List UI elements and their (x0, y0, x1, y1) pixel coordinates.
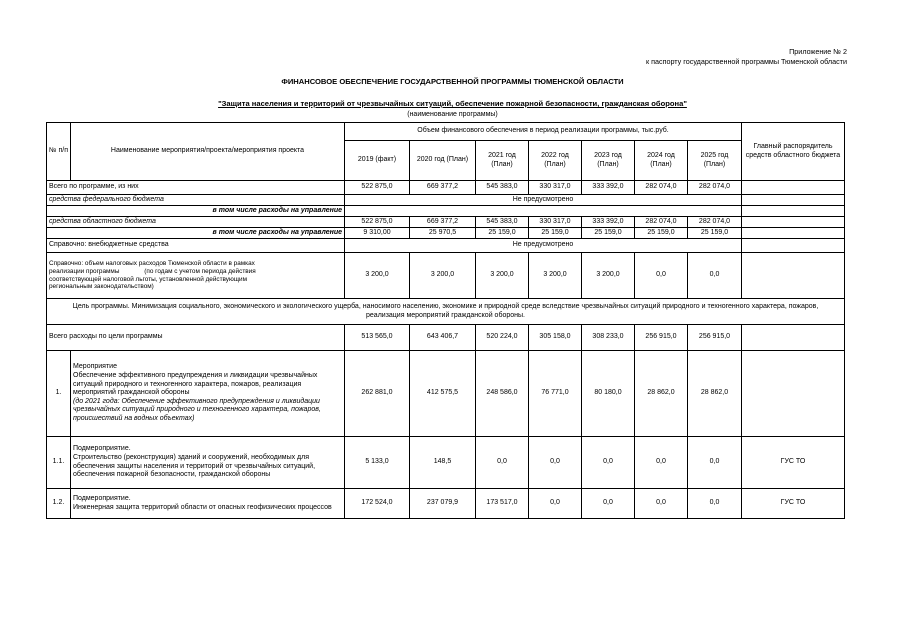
manager-cell (742, 253, 845, 299)
total-row (47, 181, 845, 195)
tax-label-line: Справочно: объем налоговых расходов Тюменской области в рамках (49, 260, 255, 268)
regional-row (47, 217, 845, 228)
value-cell: 0,0 (529, 489, 582, 519)
value-cell: 282 074,0 (688, 217, 742, 228)
value-cell: 3 200,0 (582, 253, 635, 299)
value-cell: 305 158,0 (529, 325, 582, 351)
value-cell: 172 524,0 (345, 489, 410, 519)
value-cell: 0,0 (582, 489, 635, 519)
federal-row (47, 195, 845, 206)
value-cell: 522 875,0 (345, 181, 410, 195)
tax-row (47, 253, 845, 299)
value-cell: 0,0 (688, 437, 742, 489)
subactivity-row (47, 489, 845, 519)
value-cell: 262 881,0 (345, 351, 410, 437)
value-cell: 0,0 (635, 489, 688, 519)
federal-mgmt-label: в том числе расходы на управление (47, 206, 345, 217)
value-cell: 256 915,0 (635, 325, 688, 351)
appendix-line-2: к паспорту государственной программы Тюменской области (645, 57, 847, 66)
value-cell: 513 565,0 (345, 325, 410, 351)
program-name (0, 99, 905, 108)
value-cell: 3 200,0 (410, 253, 476, 299)
appendix-note (646, 47, 847, 67)
activity-type: Мероприятие (73, 363, 117, 371)
value-cell: 0,0 (688, 253, 742, 299)
value-cell: 0,0 (529, 437, 582, 489)
activity-row (47, 351, 845, 437)
value-cell: 5 133,0 (345, 437, 410, 489)
value-cell: 669 377,2 (410, 181, 476, 195)
goal-text: Цель программы. Минимизация социального, экономического и экологического ущерба, наносимого населению, экономике и природной среде вследствие чрезвычайных ситуаций природного и техногенного характера, пожаров, реализация мероприятий гражданской обороны. (47, 299, 845, 325)
value-cell: 9 310,00 (345, 228, 410, 239)
value-cell: 330 317,0 (529, 217, 582, 228)
value-cell: 308 233,0 (582, 325, 635, 351)
value-cell: 80 180,0 (582, 351, 635, 437)
year-header: 2020 год (План) (410, 141, 476, 181)
value-cell: 25 970,5 (410, 228, 476, 239)
regional-mgmt-label: в том числе расходы на управление (47, 228, 345, 239)
value-cell: 412 575,5 (410, 351, 476, 437)
tax-label (47, 253, 345, 299)
subactivity-row (47, 437, 845, 489)
activity-title: Инженерная защита территорий области от опасных геофизических процессов (73, 503, 332, 511)
activity-title: Обеспечение эффективного предупреждения и ликвидации чрезвычайных ситуаций природного и техногенного характера, пожаров, реализация мероприятий гражданской обороны (73, 372, 318, 397)
value-cell: 3 200,0 (529, 253, 582, 299)
value-cell: 76 771,0 (529, 351, 582, 437)
manager-cell (742, 217, 845, 228)
year-header: 2022 год (План) (529, 141, 582, 181)
program-name-text: "Защита населения и территорий от чрезвычайных ситуаций, обеспечение пожарной безопасности, гражданская оборона" (218, 99, 687, 108)
col-num-header: № п/п (47, 123, 71, 181)
value-cell: 0,0 (688, 489, 742, 519)
value-cell: 282 074,0 (635, 181, 688, 195)
manager-cell: ГУС ТО (742, 437, 845, 489)
value-cell: 669 377,2 (410, 217, 476, 228)
value-cell: 282 074,0 (635, 217, 688, 228)
year-header: 2021 год (План) (476, 141, 529, 181)
value-cell: 0,0 (635, 253, 688, 299)
value-cell: 0,0 (582, 437, 635, 489)
regional-label: средства областного бюджета (47, 217, 345, 228)
manager-cell (742, 325, 845, 351)
federal-label: средства федерального бюджета (47, 195, 345, 206)
not-provided-cell: Не предусмотрено (345, 195, 742, 206)
appendix-line-1: Приложение № 2 (789, 47, 847, 56)
manager-cell (742, 239, 845, 253)
value-cell: 25 159,0 (476, 228, 529, 239)
activity-title: Строительство (реконструкция) зданий и сооружений, необходимых для обеспечения защиты населения и территорий от чрезвычайных ситуаций, обеспечения пожарной безопасности, гражданской обороны (73, 453, 316, 479)
value-cell: 520 224,0 (476, 325, 529, 351)
value-cell: 545 383,0 (476, 217, 529, 228)
value-cell: 282 074,0 (688, 181, 742, 195)
year-header: 2019 (факт) (345, 141, 410, 181)
finance-table (46, 122, 845, 519)
tax-label-line: соответствующей налоговой льготы, установленной действующим (49, 275, 248, 283)
manager-cell (742, 206, 845, 217)
row-number: 1.2. (47, 489, 71, 519)
offbudget-label: Справочно: внебюджетные средства (47, 239, 345, 253)
manager-cell: ГУС ТО (742, 489, 845, 519)
value-cell: 25 159,0 (635, 228, 688, 239)
year-header: 2025 год (План) (688, 141, 742, 181)
value-cell: 643 406,7 (410, 325, 476, 351)
year-header: 2024 год (План) (635, 141, 688, 181)
program-caption: (наименование программы) (407, 111, 498, 118)
row-number: 1. (47, 351, 71, 437)
header-row-1 (47, 123, 845, 141)
activity-name (71, 437, 345, 489)
activity-type: Подмероприятие. (73, 445, 131, 453)
value-cell: 25 159,0 (688, 228, 742, 239)
total-label: Всего по программе, из них (47, 181, 345, 195)
value-cell: 522 875,0 (345, 217, 410, 228)
activity-name (71, 489, 345, 519)
offbudget-row (47, 239, 845, 253)
value-cell: 3 200,0 (476, 253, 529, 299)
value-cell: 25 159,0 (582, 228, 635, 239)
tax-label-line: региональным законодательством) (49, 283, 154, 291)
document-title: ФИНАНСОВОЕ ОБЕСПЕЧЕНИЕ ГОСУДАРСТВЕННОЙ ПРОГРАММЫ ТЮМЕНСКОЙ ОБЛАСТИ (281, 77, 624, 86)
value-cell: 256 915,0 (688, 325, 742, 351)
value-cell: 25 159,0 (529, 228, 582, 239)
value-cell: 333 392,0 (582, 181, 635, 195)
goal-row (47, 299, 845, 325)
value-cell: 28 862,0 (688, 351, 742, 437)
col-manager-header: Главный распорядитель средств областного бюджета (742, 123, 845, 181)
empty-cell (345, 206, 742, 217)
manager-cell (742, 351, 845, 437)
goal-total-label: Всего расходы по цели программы (47, 325, 345, 351)
value-cell: 28 862,0 (635, 351, 688, 437)
manager-cell (742, 181, 845, 195)
not-provided-cell: Не предусмотрено (345, 239, 742, 253)
row-number: 1.1. (47, 437, 71, 489)
year-header: 2023 год (План) (582, 141, 635, 181)
col-name-header: Наименование мероприятия/проекта/мероприятия проекта (71, 123, 345, 181)
federal-mgmt-row (47, 206, 845, 217)
value-cell: 545 383,0 (476, 181, 529, 195)
col-volume-header: Объем финансового обеспечения в период реализации программы, тыс.руб. (345, 123, 742, 141)
activity-note: (до 2021 года: Обеспечение эффективного предупреждения и ликвидации чрезвычайных ситуаций природного и техногенного характера, пожаров, происшествий на водных объектах) (73, 397, 321, 422)
manager-cell (742, 228, 845, 239)
activity-name (71, 351, 345, 437)
value-cell: 237 079,9 (410, 489, 476, 519)
value-cell: 330 317,0 (529, 181, 582, 195)
value-cell: 333 392,0 (582, 217, 635, 228)
value-cell: 148,5 (410, 437, 476, 489)
value-cell: 0,0 (476, 437, 529, 489)
manager-cell (742, 195, 845, 206)
goal-total-row (47, 325, 845, 351)
regional-mgmt-row (47, 228, 845, 239)
tax-label-line: реализации программы (по годам с учетом периода действия (49, 267, 256, 275)
activity-type: Подмероприятие. (73, 494, 131, 502)
value-cell: 173 517,0 (476, 489, 529, 519)
value-cell: 0,0 (635, 437, 688, 489)
value-cell: 248 586,0 (476, 351, 529, 437)
value-cell: 3 200,0 (345, 253, 410, 299)
